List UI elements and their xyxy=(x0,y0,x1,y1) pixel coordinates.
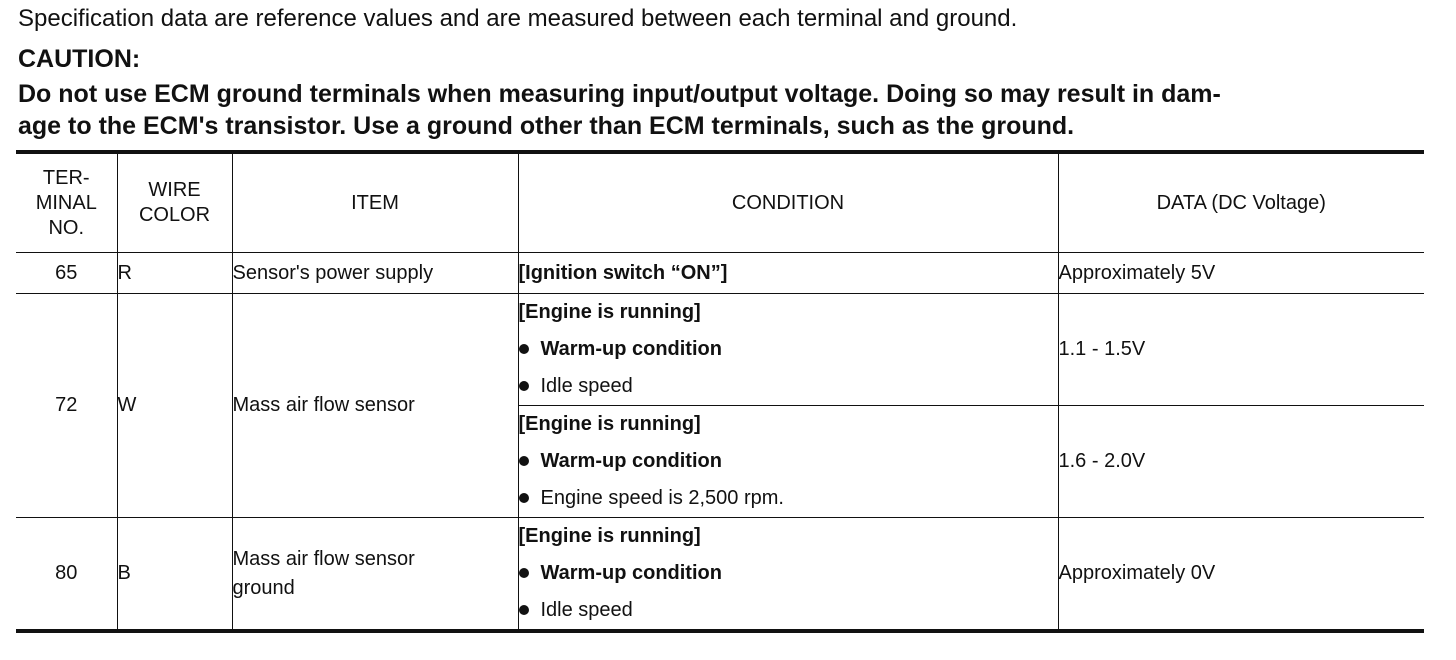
header-item: ITEM xyxy=(232,152,518,253)
header-terminal-no: TER- MINAL NO. xyxy=(16,152,117,253)
header-data: DATA (DC Voltage) xyxy=(1058,152,1424,253)
item-name: Mass air flow sensor xyxy=(232,294,518,518)
condition-line: [Engine is running] xyxy=(518,301,701,323)
wire-color: W xyxy=(117,294,232,518)
condition-line: Idle speed xyxy=(519,592,1058,629)
wire-color: R xyxy=(117,253,232,294)
header-wire-color: WIRE COLOR xyxy=(117,152,232,253)
caution-text xyxy=(18,78,1428,142)
condition-line: Warm-up condition xyxy=(519,443,1058,480)
bullet-icon xyxy=(519,605,529,615)
condition-line: [Engine is running] xyxy=(518,525,701,547)
terminal-number: 72 xyxy=(16,294,117,518)
table-row xyxy=(16,253,1424,294)
bullet-icon xyxy=(519,381,529,391)
terminal-number: 80 xyxy=(16,518,117,632)
condition-line: Warm-up condition xyxy=(519,331,1058,368)
condition-line: Warm-up condition xyxy=(519,555,1058,592)
condition-line: [Engine is running] xyxy=(518,413,701,435)
terminal-spec-table xyxy=(16,150,1424,633)
wire-color: B xyxy=(117,518,232,632)
condition-cell xyxy=(518,253,1058,294)
condition-cell xyxy=(518,518,1058,632)
terminal-number: 65 xyxy=(16,253,117,294)
condition-line: Idle speed xyxy=(519,368,1058,405)
item-name: Mass air flow sensor ground xyxy=(232,518,518,632)
condition-line: Engine speed is 2,500 rpm. xyxy=(519,480,1058,517)
data-value: Approximately 0V xyxy=(1058,518,1424,632)
condition-cell xyxy=(518,294,1058,406)
condition-cell xyxy=(518,406,1058,518)
bullet-icon xyxy=(519,568,529,578)
caution-title: CAUTION: xyxy=(18,45,141,73)
intro-text: Specification data are reference values and are measured between each terminal and ground. xyxy=(18,5,1018,32)
header-condition: CONDITION xyxy=(518,152,1058,253)
caution-line: age to the ECM's transistor. Use a ground other than ECM terminals, such as the ground. xyxy=(18,112,1075,140)
data-value: 1.6 - 2.0V xyxy=(1058,406,1424,518)
bullet-icon xyxy=(519,344,529,354)
condition-line: [Ignition switch “ON”] xyxy=(518,262,728,284)
data-value: Approximately 5V xyxy=(1058,253,1424,294)
bullet-icon xyxy=(519,493,529,503)
data-value: 1.1 - 1.5V xyxy=(1058,294,1424,406)
table-row xyxy=(16,518,1424,632)
caution-line: Do not use ECM ground terminals when measuring input/output voltage. Doing so may result in dam- xyxy=(18,80,1221,108)
bullet-icon xyxy=(519,456,529,466)
item-name: Sensor's power supply xyxy=(232,253,518,294)
table-row xyxy=(16,294,1424,406)
table-header-row xyxy=(16,152,1424,253)
